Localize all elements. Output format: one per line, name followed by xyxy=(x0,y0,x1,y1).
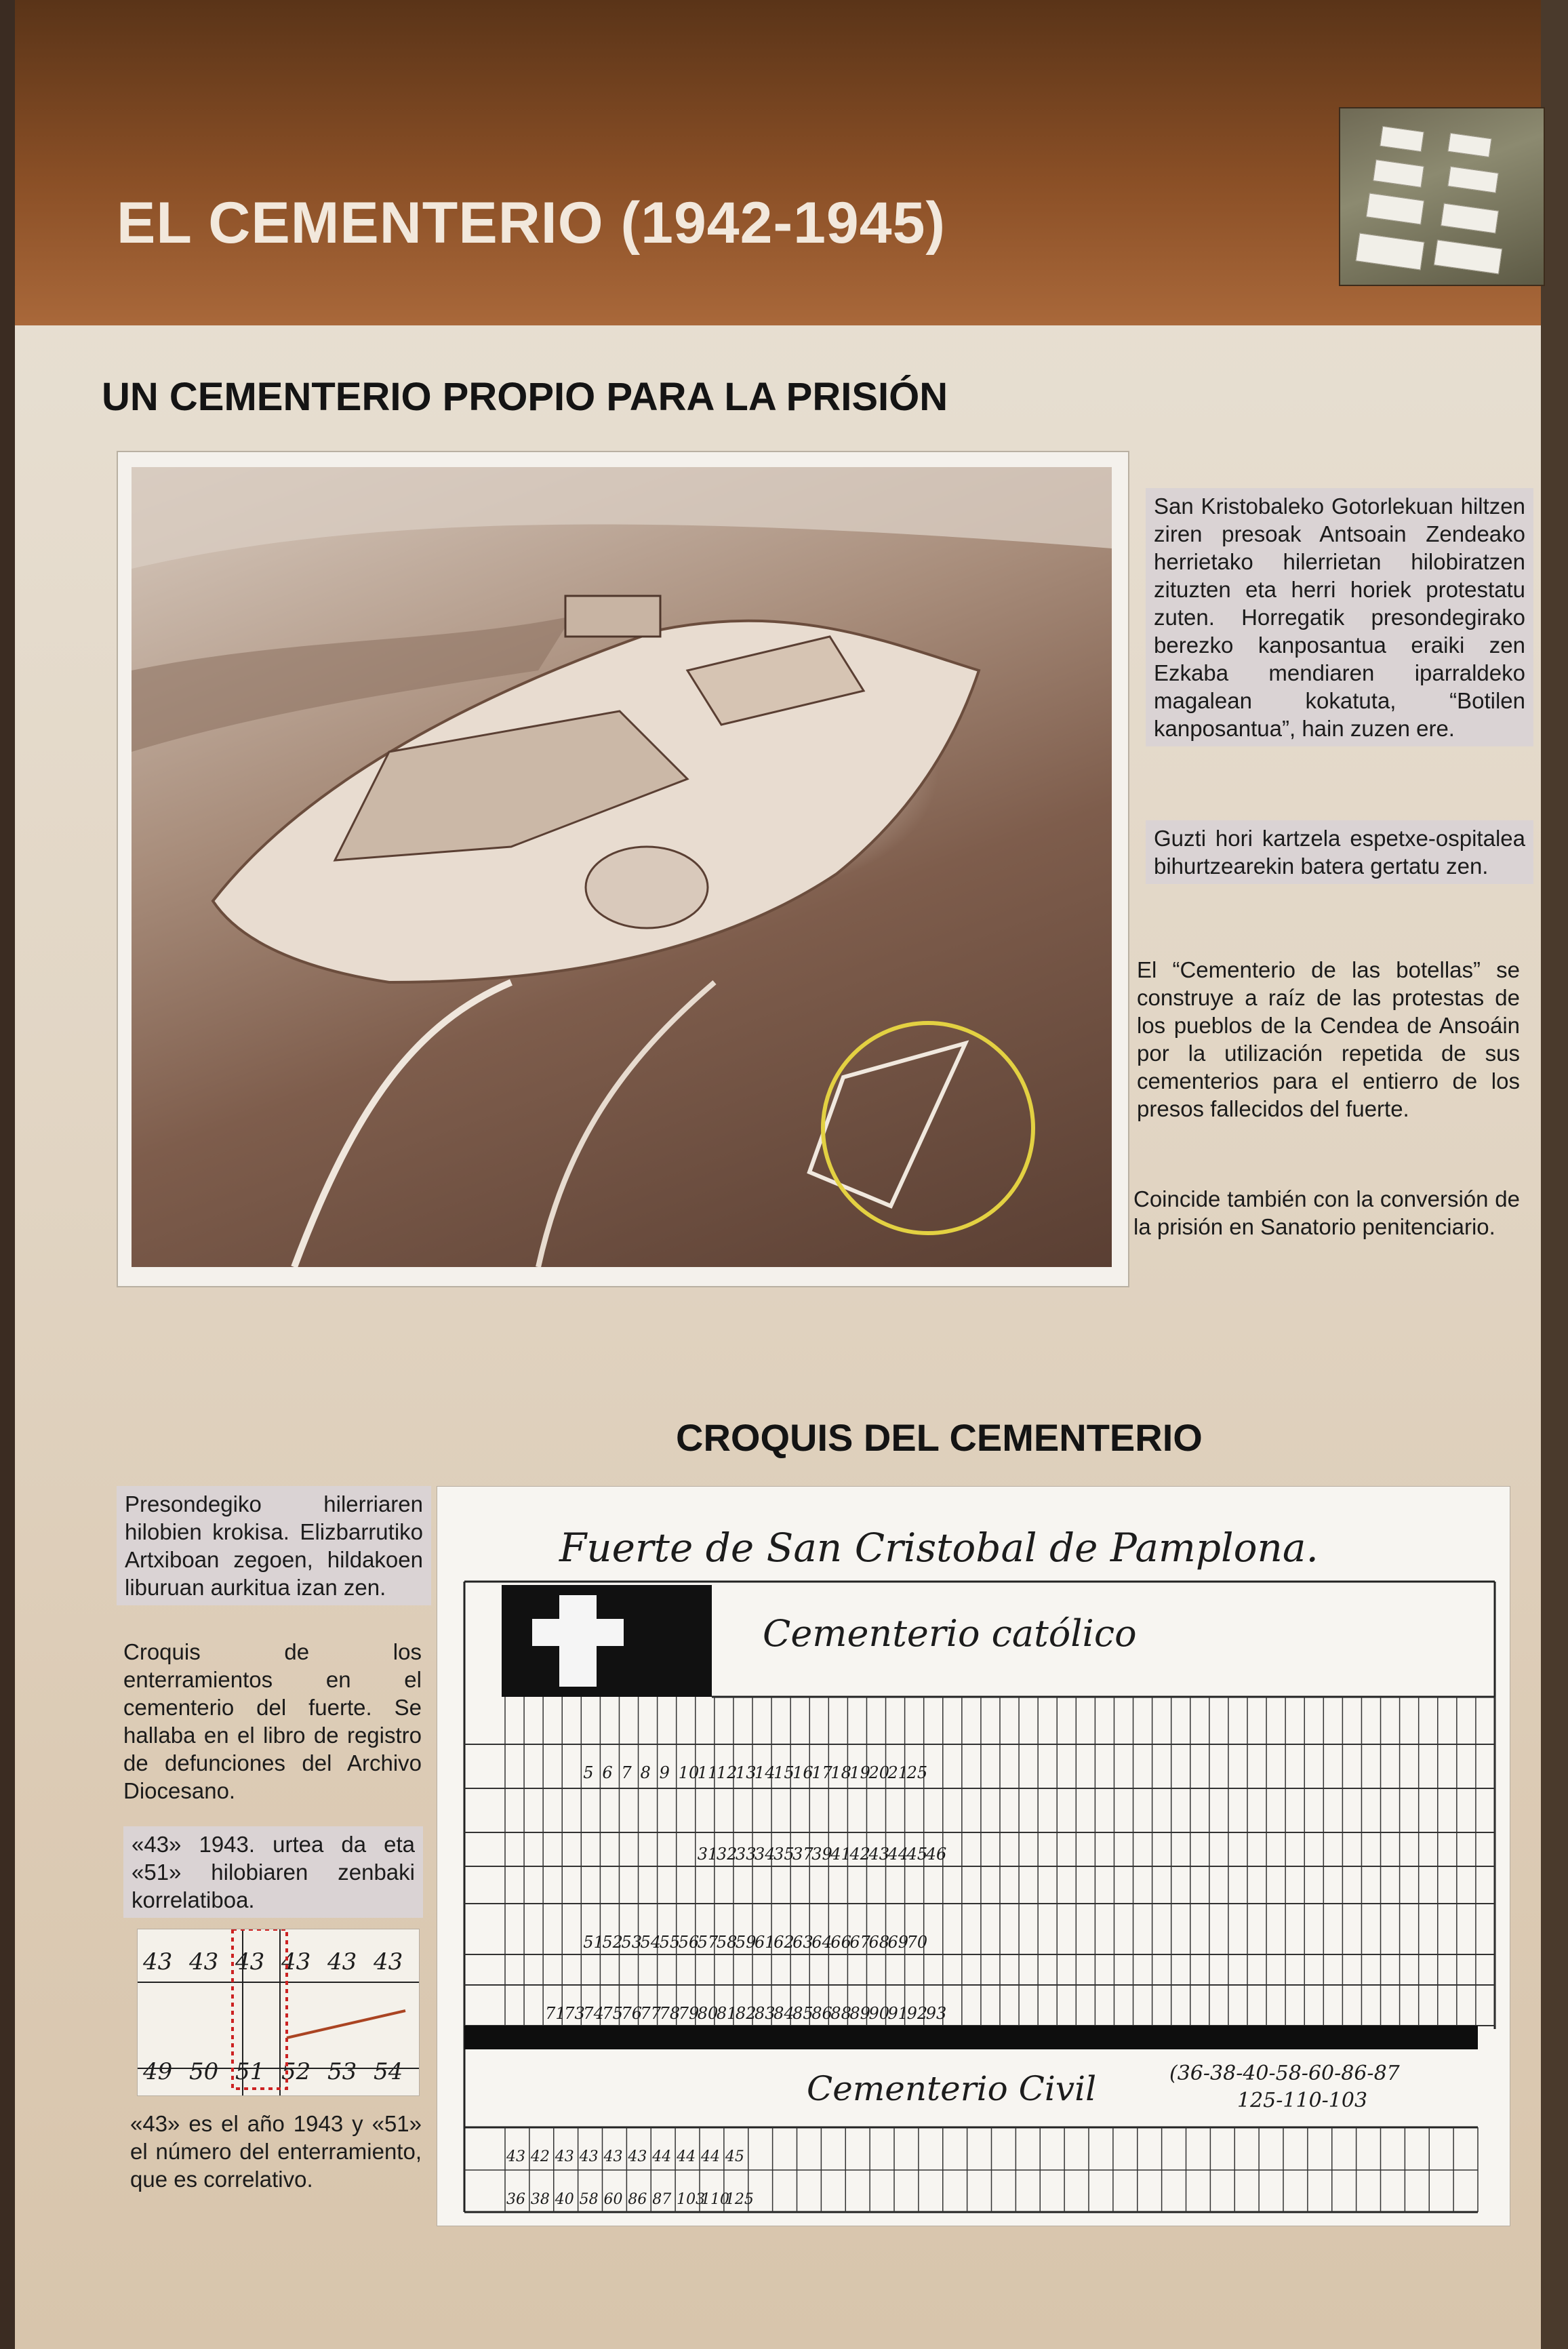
grave-number-row-d: 92 xyxy=(906,2004,928,2023)
grave-number-row-d: 86 xyxy=(811,2004,832,2023)
spanish-text-conversion: Coincide también con la conversión de la prisión en Sanatorio penitenciario. xyxy=(1133,1186,1520,1239)
cemetery-thumbnail-photo xyxy=(1339,107,1545,286)
grave-number-row-d: 89 xyxy=(849,2004,870,2023)
grave-number-row-d: 71 xyxy=(545,2004,566,2023)
grave-number-row-a: 12 xyxy=(716,1763,738,1782)
civil-numbers-line1: (36-38-40-58-60-86-87 xyxy=(1169,2062,1400,2085)
grave-number-row-b: 43 xyxy=(868,1845,890,1864)
civil-grave-year: 43 xyxy=(506,2148,525,2165)
civil-grave-year: 43 xyxy=(579,2148,599,2165)
detail-grave-number: 49 xyxy=(143,2058,173,2085)
civil-grave-number: 86 xyxy=(628,2191,647,2208)
basque-text-sketch: Presondegiko hilerriaren hilobien krokisa. Elizbarrutiko Artxiboan zegoen, hildakoen liburuan aurkitua izan zen. xyxy=(117,1486,431,1605)
detail-year-number: 43 xyxy=(235,1948,265,1975)
catholic-cemetery-label: Cementerio católico xyxy=(763,1612,1137,1655)
grave-number-row-d: 77 xyxy=(640,2004,662,2023)
grave-number-row-d: 84 xyxy=(773,2004,795,2023)
civil-grave-year: 45 xyxy=(725,2148,744,2165)
civil-cemetery-label: Cementerio Civil xyxy=(807,2069,1097,2108)
detail-grave-number: 53 xyxy=(327,2058,357,2085)
grave-number-row-c: 69 xyxy=(887,1933,909,1952)
spanish-text-intro: El “Cementerio de las botellas” se construye a raíz de las protestas de los pueblos de la Cendea de Ansoáin por la utilización repetida de sus cementerios para el entierro de los presos fallecidos del fuerte. xyxy=(1137,957,1520,1121)
grave-number-row-a: 8 xyxy=(640,1763,651,1782)
grave-number-row-c: 52 xyxy=(602,1933,623,1952)
grave-number-row-b: 42 xyxy=(849,1845,870,1864)
grave-number-row-a: 17 xyxy=(811,1763,832,1782)
grave-number-row-d: 83 xyxy=(755,2004,776,2023)
grave-number-row-a: 9 xyxy=(659,1763,670,1782)
grave-number-row-a: 15 xyxy=(773,1763,795,1782)
grave-mark xyxy=(1434,239,1502,274)
grave-number-row-d: 75 xyxy=(602,2004,623,2023)
grave-number-row-c: 57 xyxy=(697,1933,719,1952)
grave-number-row-c: 56 xyxy=(678,1933,700,1952)
detail-year-number: 43 xyxy=(143,1948,173,1975)
grave-number-row-a: 6 xyxy=(602,1763,613,1782)
highlight-box xyxy=(233,1929,287,2089)
wall-right xyxy=(1541,0,1568,2349)
civil-grave-year: 44 xyxy=(652,2148,672,2165)
civil-grave-number: 125 xyxy=(725,2191,754,2208)
grave-mark xyxy=(1447,133,1491,157)
grave-mark xyxy=(1356,233,1425,270)
grave-number-row-c: 54 xyxy=(640,1933,662,1952)
sketch-heading: Fuerte de San Cristobal de Pamplona. xyxy=(559,1525,1319,1571)
civil-grave-number: 110 xyxy=(701,2191,729,2208)
grave-number-row-d: 74 xyxy=(583,2004,604,2023)
grave-number-row-c: 58 xyxy=(716,1933,738,1952)
grave-number-row-b: 35 xyxy=(773,1845,795,1864)
grave-number-row-d: 76 xyxy=(621,2004,643,2023)
aerial-photo-frame xyxy=(117,451,1129,1287)
section-title-sketch: CROQUIS DEL CEMENTERIO xyxy=(676,1416,1203,1459)
civil-grave-year: 42 xyxy=(530,2148,550,2165)
grave-number-row-b: 34 xyxy=(755,1845,776,1864)
grave-number-row-b: 44 xyxy=(887,1845,909,1864)
header-band xyxy=(15,0,1541,325)
divider-bar xyxy=(464,2026,1478,2049)
grave-number-row-a: 20 xyxy=(868,1763,890,1782)
civil-grave-year: 44 xyxy=(677,2148,696,2165)
cemetery-sketch xyxy=(437,1486,1510,2226)
grave-number-row-d: 82 xyxy=(735,2004,757,2023)
sketch-drawing xyxy=(437,1487,1510,2226)
civil-grave-year: 43 xyxy=(555,2148,574,2165)
grave-number-row-c: 66 xyxy=(830,1933,851,1952)
basque-text-conversion: Guzti hori kartzela espetxe-ospitalea bihurtzearekin batera gertatu zen. xyxy=(1146,820,1533,884)
civil-grave-year: 43 xyxy=(603,2148,623,2165)
grave-number-row-a: 21 xyxy=(887,1763,909,1782)
grave-number-row-a: 16 xyxy=(792,1763,813,1782)
grave-number-row-d: 81 xyxy=(716,2004,738,2023)
grave-number-row-c: 67 xyxy=(849,1933,870,1952)
grave-number-row-d: 93 xyxy=(925,2004,947,2023)
grave-number-row-d: 88 xyxy=(830,2004,851,2023)
grave-number-row-a: 13 xyxy=(735,1763,757,1782)
grave-mark xyxy=(1373,159,1424,188)
grave-number-row-c: 64 xyxy=(811,1933,832,1952)
grave-number-row-d: 79 xyxy=(678,2004,700,2023)
grave-number-row-b: 45 xyxy=(906,1845,928,1864)
grave-number-row-d: 91 xyxy=(887,2004,909,2023)
grave-number-row-d: 85 xyxy=(792,2004,813,2023)
pointer-arrow xyxy=(287,2011,405,2038)
grave-number-row-c: 61 xyxy=(755,1933,776,1952)
civil-grave-number: 36 xyxy=(506,2191,525,2208)
detail-grid xyxy=(138,1929,419,2095)
civil-grave-number: 60 xyxy=(603,2191,623,2208)
grave-number-row-c: 59 xyxy=(735,1933,757,1952)
detail-grave-number: 50 xyxy=(189,2058,219,2085)
grave-number-row-d: 73 xyxy=(564,2004,585,2023)
sketch-detail-crop xyxy=(137,1929,420,2096)
civil-grave-number: 58 xyxy=(579,2191,599,2208)
grave-number-row-b: 33 xyxy=(735,1845,757,1864)
civil-grave-number: 40 xyxy=(555,2191,574,2208)
detail-grave-number: 51 xyxy=(235,2058,265,2085)
detail-year-number: 43 xyxy=(327,1948,357,1975)
grave-number-row-c: 70 xyxy=(906,1933,928,1952)
grave-number-row-c: 51 xyxy=(583,1933,604,1952)
grave-number-row-b: 41 xyxy=(830,1845,851,1864)
grave-number-row-d: 78 xyxy=(659,2004,681,2023)
detail-grave-number: 52 xyxy=(281,2058,311,2085)
page-title: EL CEMENTERIO (1942-1945) xyxy=(117,190,946,256)
detail-year-number: 43 xyxy=(281,1948,311,1975)
grave-number-row-d: 80 xyxy=(697,2004,719,2023)
civil-grave-year: 44 xyxy=(701,2148,720,2165)
grave-number-row-a: 19 xyxy=(849,1763,870,1782)
grave-mark xyxy=(1441,203,1499,233)
grave-mark xyxy=(1447,166,1498,193)
aerial-photo-drawing xyxy=(132,467,1112,1267)
wall-left xyxy=(0,0,15,2349)
grave-number-row-a: 14 xyxy=(755,1763,776,1782)
civil-grave-number: 38 xyxy=(530,2191,550,2208)
detail-year-number: 43 xyxy=(374,1948,403,1975)
grave-number-row-a: 7 xyxy=(621,1763,632,1782)
grave-number-row-a: 25 xyxy=(906,1763,928,1782)
detail-grave-number: 54 xyxy=(374,2058,403,2085)
aerial-photo-fortress xyxy=(132,467,1112,1267)
grave-number-row-c: 62 xyxy=(773,1933,795,1952)
grave-number-row-c: 63 xyxy=(792,1933,813,1952)
civil-numbers-line2: 125-110-103 xyxy=(1237,2089,1368,2112)
civil-grave-number: 103 xyxy=(677,2191,706,2208)
grave-mark xyxy=(1380,126,1424,152)
basque-text-intro: San Kristobaleko Gotorlekuan hiltzen ziren presoak Antsoain Zendeako herrietako hilerrietan hilobiratzen zituzten eta herri horiek protestatu zuten. Horregatik presondegirako berezko kanposantua eraiki zen Ezkaba mendiaren iparraldeko magalean kokatuta, “Botilen kanposantua”, hain zuzen ere. xyxy=(1146,488,1533,746)
basque-text-numbers: «43» 1943. urtea da eta «51» hilobiaren zenbaki korrelatiboa. xyxy=(123,1826,423,1918)
grave-number-row-a: 5 xyxy=(583,1763,594,1782)
grave-number-row-c: 68 xyxy=(868,1933,890,1952)
grave-number-row-c: 55 xyxy=(659,1933,681,1952)
grave-number-row-b: 31 xyxy=(697,1845,719,1864)
spanish-text-numbers: «43» es el año 1943 y «51» el número del enterramiento, que es correlativo. xyxy=(130,2111,422,2192)
grave-number-row-a: 18 xyxy=(830,1763,851,1782)
civil-grave-year: 43 xyxy=(628,2148,647,2165)
grave-number-row-d: 90 xyxy=(868,2004,890,2023)
grave-number-row-a: 11 xyxy=(697,1763,719,1782)
grave-number-row-b: 46 xyxy=(925,1845,947,1864)
grave-number-row-a: 10 xyxy=(678,1763,700,1782)
grave-number-row-b: 32 xyxy=(716,1845,738,1864)
detail-year-number: 43 xyxy=(189,1948,219,1975)
spanish-text-sketch: Croquis de los enterramientos en el cementerio del fuerte. Se hallaba en el libro de registro de defunciones del Archivo Diocesano. xyxy=(123,1639,422,1803)
civil-grave-number: 87 xyxy=(652,2191,672,2208)
grave-number-row-b: 37 xyxy=(792,1845,813,1864)
section-title-prison-cemetery: UN CEMENTERIO PROPIO PARA LA PRISIÓN xyxy=(102,375,948,419)
grave-number-row-b: 39 xyxy=(811,1845,832,1864)
grave-mark xyxy=(1366,193,1424,224)
grave-number-row-c: 53 xyxy=(621,1933,643,1952)
poster xyxy=(15,0,1541,2349)
